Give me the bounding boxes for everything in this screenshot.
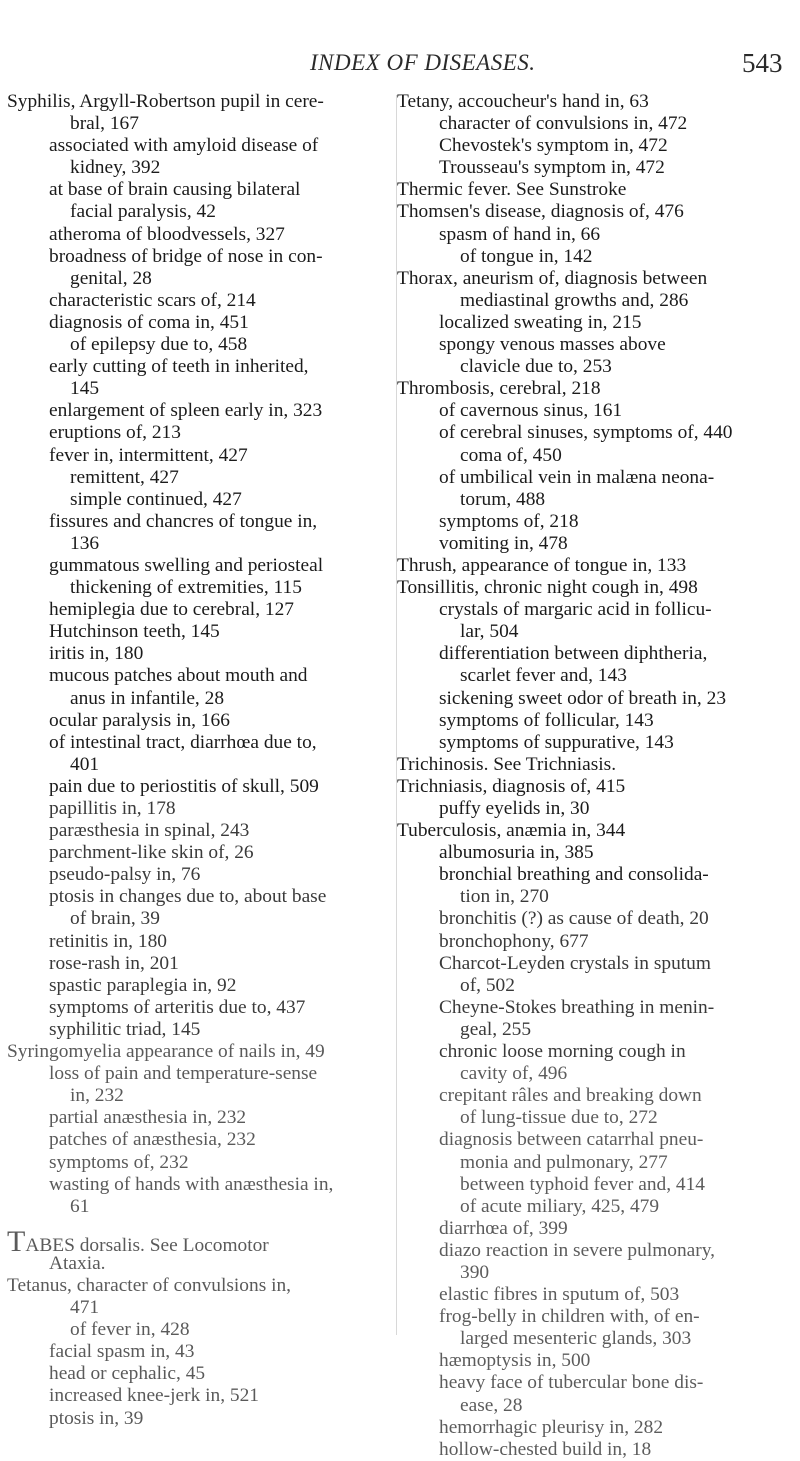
- index-subentry: elastic fibres in sputum of, 503: [439, 1284, 680, 1306]
- index-subentry: of cerebral sinuses, symptoms of, 440: [439, 422, 733, 444]
- index-subentry: crystals of margaric acid in follicu-: [439, 599, 712, 621]
- index-subentry: broadness of bridge of nose in con-: [49, 245, 323, 267]
- index-heading-entry: Trichinosis. See Trichniasis.: [397, 753, 617, 775]
- index-subentry: fissures and chancres of tongue in,: [49, 510, 318, 532]
- index-subentry: atheroma of bloodvessels, 327: [49, 223, 285, 245]
- index-subentry: diagnosis between catarrhal pneu-: [439, 1129, 704, 1151]
- index-heading-entry: Tuberculosis, anæmia in, 344: [397, 820, 626, 842]
- index-subentry: hemiplegia due to cerebral, 127: [49, 599, 294, 621]
- index-subentry: tion in, 270: [460, 886, 549, 908]
- index-subentry: kidney, 392: [70, 157, 161, 179]
- index-subentry: papillitis in, 178: [49, 798, 176, 819]
- index-subentry: of brain, 39: [70, 908, 160, 930]
- index-heading-entry: [7, 1224, 400, 1258]
- index-subentry: Cheyne-Stokes breathing in menin-: [439, 996, 715, 1018]
- index-subentry: facial paralysis, 42: [70, 201, 216, 223]
- index-subentry: thickening of extremities, 115: [70, 577, 302, 599]
- index-subentry: wasting of hands with anæsthesia in,: [49, 1173, 334, 1195]
- index-subentry: associated with amyloid disease of: [49, 135, 319, 157]
- index-subentry: localized sweating in, 215: [439, 311, 642, 333]
- index-subentry: coma of, 450: [460, 444, 562, 466]
- index-subentry: 471: [70, 1297, 100, 1319]
- index-subentry: hollow-chested build in, 18: [439, 1438, 652, 1460]
- index-subentry: diazo reaction in severe pulmonary,: [439, 1239, 716, 1261]
- index-subentry: bronchial breathing and consolida-: [439, 864, 709, 886]
- index-heading-entry: Tetany, accoucheur's hand in, 63: [397, 91, 649, 112]
- index-subentry: bral, 167: [70, 113, 139, 135]
- index-subentry: retinitis in, 180: [49, 930, 167, 952]
- index-subentry: heavy face of tubercular bone dis-: [439, 1372, 704, 1394]
- index-subentry: sickening sweet odor of breath in, 23: [439, 687, 727, 709]
- index-subentry: spasm of hand in, 66: [439, 223, 601, 245]
- index-heading-entry: Trichniasis, diagnosis of, 415: [397, 775, 626, 797]
- index-subentry: Chevostek's symptom in, 472: [439, 135, 668, 157]
- index-subentry: symptoms of, 232: [49, 1151, 189, 1173]
- index-subentry: of, 502: [460, 974, 515, 996]
- index-subentry: puffy eyelids in, 30: [439, 798, 590, 819]
- index-subentry: differentiation between diphtheria,: [439, 643, 708, 665]
- index-subentry: of epilepsy due to, 458: [70, 334, 248, 356]
- index-subentry: Ataxia.: [49, 1252, 106, 1274]
- index-subentry: genital, 28: [70, 267, 152, 289]
- index-subentry: clavicle due to, 253: [460, 356, 612, 378]
- index-heading-entry: Thrush, appearance of tongue in, 133: [397, 554, 687, 576]
- index-subentry: remittent, 427: [70, 466, 179, 488]
- index-subentry: bronchophony, 677: [439, 930, 589, 952]
- index-subentry: vomiting in, 478: [439, 532, 568, 554]
- index-heading-entry: Thermic fever. See Sunstroke: [397, 179, 627, 201]
- drop-cap-letter: T: [7, 1224, 26, 1258]
- index-subentry: of umbilical vein in malæna neona-: [439, 466, 715, 488]
- index-subentry: symptoms of follicular, 143: [439, 709, 654, 731]
- running-header: [0, 50, 800, 90]
- index-subentry: of fever in, 428: [70, 1319, 190, 1341]
- index-subentry: fever in, intermittent, 427: [49, 444, 248, 466]
- index-subentry: pseudo-palsy in, 76: [49, 864, 201, 886]
- index-subentry: hæmoptysis in, 500: [439, 1350, 591, 1372]
- index-subentry: anus in infantile, 28: [70, 687, 225, 709]
- index-subentry: chronic loose morning cough in: [439, 1041, 686, 1063]
- index-subentry: rose-rash in, 201: [49, 952, 179, 974]
- drop-cap-rest: ABES dorsalis. See Locomotor: [25, 1234, 269, 1256]
- index-subentry: of tongue in, 142: [460, 245, 593, 267]
- index-heading-entry: Tetanus, character of convulsions in,: [7, 1274, 292, 1296]
- index-subentry: 136: [70, 532, 100, 554]
- index-subentry: 390: [460, 1261, 490, 1283]
- index-subentry: facial spasm in, 43: [49, 1341, 195, 1363]
- section-gap: [7, 1218, 400, 1231]
- index-subentry: bronchitis (?) as cause of death, 20: [439, 908, 709, 930]
- index-subentry: gummatous swelling and periosteal: [49, 554, 324, 576]
- index-subentry: 401: [70, 753, 100, 775]
- index-subentry: spastic paraplegia in, 92: [49, 974, 237, 996]
- index-heading-entry: Tonsillitis, chronic night cough in, 498: [397, 577, 698, 599]
- index-subentry: larged mesenteric glands, 303: [460, 1328, 692, 1350]
- index-subentry: head or cephalic, 45: [49, 1363, 206, 1385]
- index-subentry: patches of anæsthesia, 232: [49, 1129, 256, 1151]
- index-subentry: partial anæsthesia in, 232: [49, 1107, 247, 1129]
- index-heading-entry: Thorax, aneurism of, diagnosis between: [397, 267, 708, 289]
- index-subentry: symptoms of arteritis due to, 437: [49, 996, 306, 1018]
- index-subentry: character of convulsions in, 472: [439, 113, 688, 135]
- index-subentry: geal, 255: [460, 1018, 532, 1040]
- index-subentry: 61: [70, 1195, 90, 1217]
- index-subentry: paræsthesia in spinal, 243: [49, 820, 250, 842]
- index-subentry: ptosis in changes due to, about base: [49, 886, 327, 908]
- index-subentry: symptoms of, 218: [439, 510, 579, 532]
- index-heading-entry: Syringomyelia appearance of nails in, 49: [7, 1041, 325, 1063]
- index-subentry: hemorrhagic pleurisy in, 282: [439, 1416, 664, 1438]
- index-subentry: of acute miliary, 425, 479: [460, 1195, 660, 1217]
- index-subentry: lar, 504: [460, 621, 519, 643]
- index-subentry: scarlet fever and, 143: [460, 665, 627, 687]
- index-subentry: characteristic scars of, 214: [49, 289, 256, 311]
- index-subentry: Charcot-Leyden crystals in sputum: [439, 952, 711, 974]
- index-heading-entry: Syphilis, Argyll-Robertson pupil in cere-: [7, 91, 324, 112]
- index-subentry: diarrhœa of, 399: [439, 1217, 568, 1239]
- page-number: 543: [742, 48, 783, 78]
- index-subentry: torum, 488: [460, 488, 546, 510]
- index-subentry: frog-belly in children with, of en-: [439, 1306, 700, 1328]
- index-subentry: Trousseau's symptom in, 472: [439, 157, 665, 179]
- index-subentry: 145: [70, 378, 100, 400]
- index-heading-entry: Thrombosis, cerebral, 218: [397, 378, 601, 400]
- index-subentry: albumosuria in, 385: [439, 842, 594, 864]
- index-subentry: monia and pulmonary, 277: [460, 1151, 668, 1173]
- index-subentry: diagnosis of coma in, 451: [49, 311, 249, 333]
- index-column-right: [397, 91, 792, 1461]
- index-subentry: ocular paralysis in, 166: [49, 709, 230, 731]
- index-subentry: pain due to periostitis of skull, 509: [49, 775, 319, 797]
- index-subentry: parchment-like skin of, 26: [49, 842, 254, 864]
- index-subentry: loss of pain and temperature-sense: [49, 1063, 318, 1085]
- index-subentry: early cutting of teeth in inherited,: [49, 356, 309, 378]
- index-subentry: Hutchinson teeth, 145: [49, 621, 220, 643]
- index-subentry: eruptions of, 213: [49, 422, 181, 444]
- index-subentry: syphilitic triad, 145: [49, 1018, 201, 1040]
- index-subentry: spongy venous masses above: [439, 334, 666, 356]
- running-title: INDEX OF DISEASES.: [310, 50, 536, 75]
- index-subentry: iritis in, 180: [49, 643, 144, 665]
- index-column-left: [7, 91, 400, 1430]
- index-subentry: at base of brain causing bilateral: [49, 179, 301, 201]
- index-subentry: simple continued, 427: [70, 488, 242, 510]
- index-subentry: ease, 28: [460, 1394, 523, 1416]
- index-subentry: in, 232: [70, 1085, 124, 1107]
- index-subentry: crepitant râles and breaking down: [439, 1085, 702, 1107]
- index-subentry: of lung-tissue due to, 272: [460, 1107, 658, 1129]
- index-subentry: of cavernous sinus, 161: [439, 400, 623, 422]
- index-subentry: mucous patches about mouth and: [49, 665, 308, 687]
- index-subentry: cavity of, 496: [460, 1063, 568, 1085]
- index-heading-entry: Thomsen's disease, diagnosis of, 476: [397, 201, 684, 223]
- index-subentry: mediastinal growths and, 286: [460, 289, 689, 311]
- index-subentry: enlargement of spleen early in, 323: [49, 400, 323, 422]
- index-subentry: increased knee-jerk in, 521: [49, 1385, 259, 1407]
- index-subentry: between typhoid fever and, 414: [460, 1173, 705, 1195]
- index-subentry: of intestinal tract, diarrhœa due to,: [49, 731, 317, 753]
- index-subentry: symptoms of suppurative, 143: [439, 731, 674, 753]
- index-subentry: ptosis in, 39: [49, 1407, 144, 1429]
